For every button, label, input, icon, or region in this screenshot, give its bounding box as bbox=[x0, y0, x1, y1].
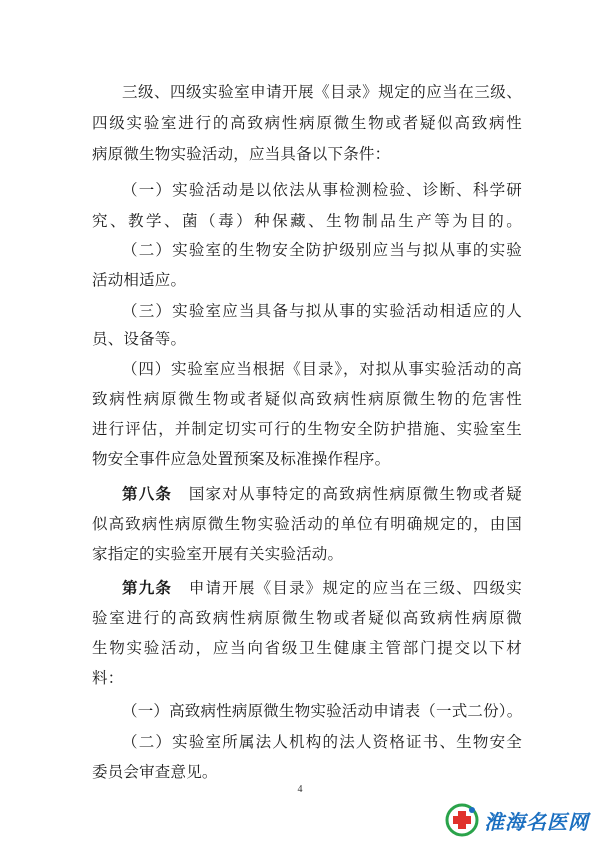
line-text: （二）实验室的生物安全防护级别应当与拟从事的实验 bbox=[122, 241, 522, 259]
line-text: （二）实验室所属法人机构的法人资格证书、生物安全 bbox=[122, 733, 522, 751]
line-text: 家指定的实验室开展有关实验活动。 bbox=[92, 545, 344, 563]
text-line bbox=[92, 270, 522, 290]
line-text: （一）高致病性病原微生物实验活动申请表（一式二份）。 bbox=[122, 702, 523, 720]
text-line bbox=[92, 762, 522, 782]
text-line bbox=[92, 389, 522, 409]
text-line bbox=[122, 732, 522, 752]
line-text: 病原微生物实验活动，应当具备以下条件： bbox=[92, 145, 391, 163]
watermark bbox=[442, 802, 592, 838]
line-text: 究、教学、菌（毒）种保藏、生物制品生产等为目的。 bbox=[92, 212, 522, 230]
text-line bbox=[92, 514, 522, 534]
line-text: 致病性病原微生物或者疑似高致病性病原微生物的危害性 bbox=[92, 390, 522, 408]
article-9-line bbox=[122, 578, 522, 598]
line-text: （三）实验室应当具备与拟从事的实验活动相适应的人 bbox=[122, 302, 522, 320]
line-text: 似高致病性病原微生物实验活动的单位有明确规定的，由国 bbox=[92, 515, 522, 533]
text-line bbox=[92, 329, 522, 349]
line-text: 进行评估，并制定切实可行的生物安全防护措施、实验室生 bbox=[92, 420, 522, 438]
text-line bbox=[122, 82, 522, 102]
line-text: 申请开展《目录》规定的应当在三级、四级实 bbox=[188, 579, 522, 597]
line-text: （一）实验活动是以依法从事检测检验、诊断、科学研 bbox=[122, 181, 522, 199]
text-line bbox=[122, 301, 522, 321]
text-line bbox=[92, 544, 522, 564]
text-line bbox=[92, 608, 522, 628]
text-line bbox=[92, 144, 522, 164]
article-8-line bbox=[122, 484, 522, 504]
page-number: 4 bbox=[297, 784, 303, 795]
line-text: 生物实验活动，应当向省级卫生健康主管部门提交以下材 bbox=[92, 639, 522, 657]
text-line bbox=[122, 180, 522, 200]
medical-cross-logo-icon bbox=[442, 802, 482, 838]
text-line bbox=[92, 211, 522, 231]
text-line bbox=[122, 359, 522, 379]
text-line bbox=[122, 701, 522, 721]
text-line bbox=[92, 419, 522, 439]
line-text: 四级实验室进行的高致病性病原微生物或者疑似高致病性 bbox=[92, 114, 522, 132]
line-text: 料： bbox=[92, 669, 124, 687]
article-heading: 第八条 bbox=[122, 485, 173, 503]
line-text: 验室进行的高致病性病原微生物或者疑似高致病性病原微 bbox=[92, 609, 522, 627]
text-line bbox=[122, 240, 522, 260]
watermark-text: 淮海名医网 bbox=[484, 810, 589, 834]
line-text: 三级、四级实验室申请开展《目录》规定的应当在三级、 bbox=[122, 83, 522, 101]
line-text: （四）实验室应当根据《目录》，对拟从事实验活动的高 bbox=[122, 360, 522, 378]
text-line bbox=[92, 113, 522, 133]
text-line bbox=[92, 449, 522, 469]
line-text: 委员会审查意见。 bbox=[92, 763, 218, 781]
line-text: 活动相适应。 bbox=[92, 271, 187, 289]
text-line bbox=[92, 638, 522, 658]
line-text: 国家对从事特定的高致病性病原微生物或者疑 bbox=[188, 485, 522, 503]
line-text: 员、设备等。 bbox=[92, 330, 187, 348]
article-heading: 第九条 bbox=[122, 579, 173, 597]
text-line bbox=[92, 668, 522, 688]
line-text: 物安全事件应急处置预案及标准操作程序。 bbox=[92, 450, 391, 468]
